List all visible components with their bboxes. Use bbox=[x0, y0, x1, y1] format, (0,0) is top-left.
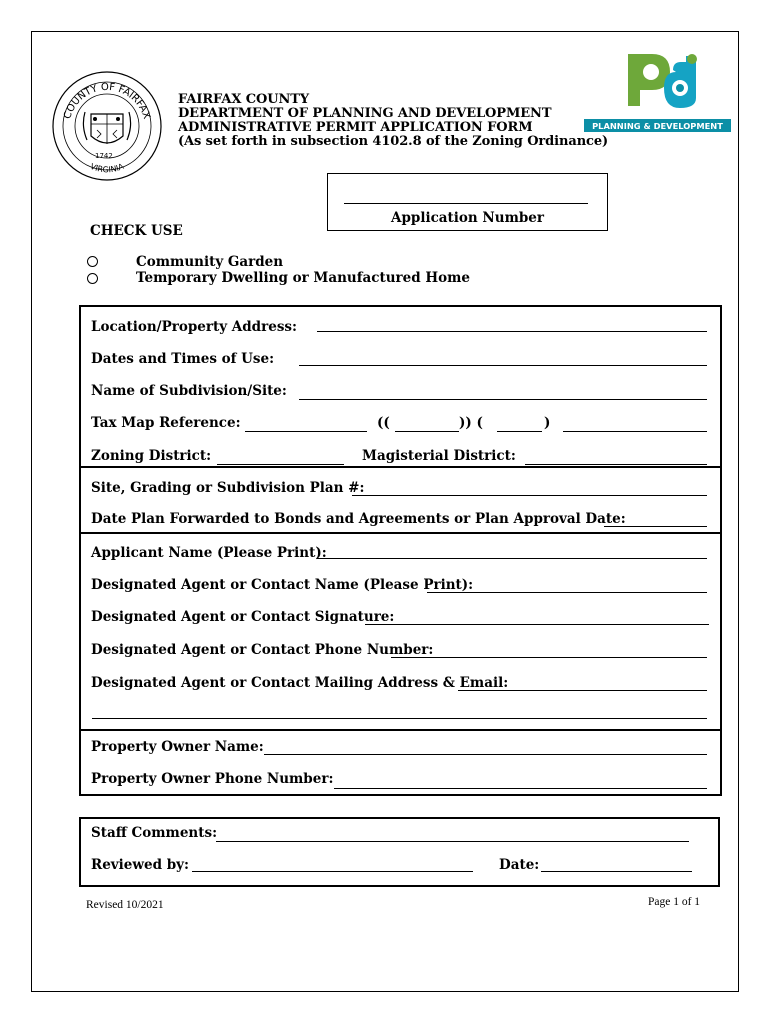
temporary-dwelling-radio[interactable] bbox=[87, 273, 98, 284]
agent-signature-label: Designated Agent or Contact Signature: bbox=[91, 609, 395, 625]
tax-map-field-2[interactable] bbox=[395, 431, 459, 432]
header-department: DEPARTMENT OF PLANNING AND DEVELOPMENT bbox=[178, 106, 552, 121]
agent-address-label: Designated Agent or Contact Mailing Address & Email: bbox=[91, 675, 509, 691]
temporary-dwelling-label: Temporary Dwelling or Manufactured Home bbox=[136, 270, 471, 286]
seal-year: 1742 bbox=[95, 152, 113, 160]
revision-date: Revised 10/2021 bbox=[86, 899, 164, 911]
logo-text: PLANNING & DEVELOPMENT bbox=[592, 121, 723, 131]
dates-times-label: Dates and Times of Use: bbox=[91, 351, 275, 367]
plan-number-field[interactable] bbox=[352, 495, 707, 496]
subdivision-label: Name of Subdivision/Site: bbox=[91, 383, 287, 399]
planning-development-logo bbox=[580, 50, 732, 135]
subdivision-field[interactable] bbox=[299, 399, 707, 400]
applicant-name-label: Applicant Name (Please Print): bbox=[91, 545, 327, 561]
zoning-district-label: Zoning District: bbox=[91, 448, 212, 464]
agent-phone-label: Designated Agent or Contact Phone Number: bbox=[91, 642, 434, 658]
agent-address-field[interactable] bbox=[458, 690, 707, 691]
owner-name-label: Property Owner Name: bbox=[91, 739, 264, 755]
tax-map-open-paren: (( bbox=[377, 415, 390, 431]
date-forwarded-label: Date Plan Forwarded to Bonds and Agreements or Plan Approval Date: bbox=[91, 511, 626, 527]
owner-name-field[interactable] bbox=[264, 754, 707, 755]
fairfax-county-seal bbox=[51, 70, 163, 182]
seal-bottom-text: VIRGINIA bbox=[88, 161, 126, 175]
header-ordinance-ref: (As set forth in subsection 4102.8 of the Zoning Ordinance) bbox=[178, 134, 609, 149]
applicant-name-field[interactable] bbox=[317, 558, 707, 559]
community-garden-radio[interactable] bbox=[87, 256, 98, 267]
tax-map-field-1[interactable] bbox=[245, 431, 367, 432]
agent-name-field[interactable] bbox=[427, 592, 707, 593]
magisterial-district-label: Magisterial District: bbox=[362, 448, 516, 464]
application-number-label: Application Number bbox=[390, 210, 545, 226]
staff-comments-label: Staff Comments: bbox=[91, 825, 218, 841]
applicant-section bbox=[79, 532, 722, 731]
application-number-box bbox=[327, 173, 608, 231]
header-form-title: ADMINISTRATIVE PERMIT APPLICATION FORM bbox=[178, 120, 533, 135]
check-use-title: CHECK USE bbox=[90, 223, 183, 239]
staff-comments-field[interactable] bbox=[216, 841, 689, 842]
application-number-field[interactable] bbox=[344, 203, 588, 204]
plan-number-label: Site, Grading or Subdivision Plan #: bbox=[91, 480, 365, 496]
magisterial-district-field[interactable] bbox=[525, 464, 707, 465]
tax-map-field-4[interactable] bbox=[563, 431, 707, 432]
review-date-label: Date: bbox=[499, 857, 540, 873]
property-address-label: Location/Property Address: bbox=[91, 319, 298, 335]
form-header bbox=[178, 93, 608, 149]
reviewed-by-field[interactable] bbox=[192, 871, 473, 872]
tax-map-field-3[interactable] bbox=[497, 431, 542, 432]
zoning-district-field[interactable] bbox=[217, 464, 344, 465]
date-forwarded-field[interactable] bbox=[604, 526, 707, 527]
owner-phone-label: Property Owner Phone Number: bbox=[91, 771, 334, 787]
tax-map-mid-paren: )) ( bbox=[459, 415, 483, 431]
dates-times-field[interactable] bbox=[299, 365, 707, 366]
reviewed-by-label: Reviewed by: bbox=[91, 857, 189, 873]
header-county: FAIRFAX COUNTY bbox=[178, 92, 310, 107]
tax-map-close-paren: ) bbox=[544, 415, 551, 431]
owner-phone-field[interactable] bbox=[334, 788, 707, 789]
property-address-field[interactable] bbox=[317, 331, 707, 332]
agent-phone-field[interactable] bbox=[391, 657, 707, 658]
community-garden-label: Community Garden bbox=[136, 254, 284, 270]
agent-address-field-line-2[interactable] bbox=[92, 718, 707, 719]
review-date-field[interactable] bbox=[541, 871, 692, 872]
agent-name-label: Designated Agent or Contact Name (Please Print): bbox=[91, 577, 474, 593]
agent-signature-field[interactable] bbox=[365, 624, 709, 625]
tax-map-label: Tax Map Reference: bbox=[91, 415, 241, 431]
seal-top-text: COUNTY OF FAIRFAX bbox=[62, 81, 152, 121]
page-number: Page 1 of 1 bbox=[648, 896, 701, 908]
